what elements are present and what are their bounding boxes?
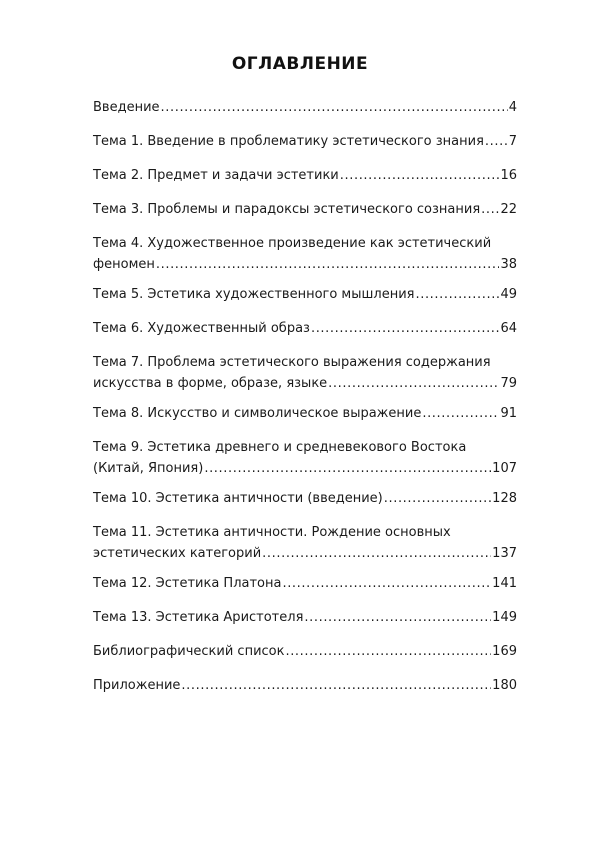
toc-entry[interactable] [93,675,517,696]
toc-page-number: 128 [492,491,517,506]
dot-leader [328,373,499,394]
toc-page-number: 91 [500,406,517,421]
toc-entry-leader-row [93,318,517,339]
toc-entry-title-line: Библиографический список [93,644,285,659]
toc-page-number: 49 [500,287,517,302]
toc-entry[interactable] [93,165,517,186]
toc-entry-title-line: Тема 8. Искусство и символическое выражение [93,406,422,421]
dot-leader [415,284,499,305]
toc-entry-leader-row [93,573,517,594]
dot-leader [204,458,491,479]
toc-entry-title-line: Тема 2. Предмет и задачи эстетики [93,168,339,183]
dot-leader [262,543,491,564]
toc-entry[interactable] [93,641,517,662]
toc-entry-title-line: Тема 5. Эстетика художественного мышления [93,287,415,302]
toc-entry-title-line: Приложение [93,678,181,693]
toc-entry[interactable] [93,97,517,118]
dot-leader [311,318,499,339]
dot-leader [422,403,499,424]
dot-leader [285,641,491,662]
toc-entry-leader-row [93,607,517,628]
toc-entry-leader-row [93,675,517,696]
toc-page-number: 141 [492,576,517,591]
toc-entry[interactable] [93,131,517,152]
toc-entry[interactable] [93,403,517,424]
toc-entry-leader-row [93,199,517,220]
toc-page-number: 64 [500,321,517,336]
toc-entry-title-line: Тема 3. Проблемы и парадоксы эстетического сознания [93,202,481,217]
toc-entry-title-line: Тема 1. Введение в проблематику эстетического знания [93,134,484,149]
toc-page-number: 137 [492,546,517,561]
toc-entry-title-line: Тема 10. Эстетика античности (введение) [93,491,383,506]
toc-entry-title-line: Тема 7. Проблема эстетического выражения содержания [93,355,491,370]
toc-entry-title-line: эстетических категорий [93,546,262,561]
toc-entry-title-line: искусства в форме, образе, языке [93,376,328,391]
toc-page-number: 16 [500,168,517,183]
toc-entry-title-line: Тема 4. Художественное произведение как эстетический [93,236,492,251]
toc-entry-title-line: феномен [93,257,155,272]
toc-entry[interactable] [93,573,517,594]
toc-entry[interactable] [93,284,517,305]
toc-entry-leader-row [93,97,517,118]
toc-entry[interactable] [93,233,517,275]
dot-leader [181,675,491,696]
toc-entry-title-line: (Китай, Япония) [93,461,204,476]
dot-leader [161,97,508,118]
dot-leader [481,199,499,220]
toc-entry[interactable] [93,522,517,564]
toc-entry[interactable] [93,607,517,628]
toc-entry[interactable] [93,488,517,509]
dot-leader [304,607,491,628]
toc-entry-leader-row [93,284,517,305]
dot-leader [156,254,500,275]
toc-page-number: 4 [508,100,517,115]
toc-entry-title-line: Тема 12. Эстетика Платона [93,576,282,591]
dot-leader [384,488,491,509]
toc-page-number: 180 [492,678,517,693]
toc-entry-title-line: Тема 13. Эстетика Аристотеля [93,610,304,625]
toc-entry-leader-row [93,165,517,186]
toc-page-number: 149 [492,610,517,625]
toc-entry-leader-row [93,403,517,424]
toc-entry-leader-row [93,543,517,564]
toc-entry[interactable] [93,437,517,479]
toc-page-number: 22 [500,202,517,217]
dot-leader [340,165,500,186]
toc-entry-title-line: Тема 11. Эстетика античности. Рождение основных [93,525,451,540]
toc-entry-leader-row [93,458,517,479]
toc-entry[interactable] [93,318,517,339]
toc-entry[interactable] [93,199,517,220]
toc-page-number: 79 [500,376,517,391]
toc-entry-title-line: Тема 6. Художественный образ [93,321,310,336]
toc-page-number: 107 [492,461,517,476]
toc-page-number: 7 [508,134,517,149]
toc-entry[interactable] [93,352,517,394]
toc-entry-title-line: Тема 9. Эстетика древнего и средневекового Востока [93,440,467,455]
toc-page-number: 169 [492,644,517,659]
toc-entry-leader-row [93,131,517,152]
toc-entry-title-line: Введение [93,100,160,115]
toc-entry-leader-row [93,641,517,662]
page-title: ОГЛАВЛЕНИЕ [231,54,369,74]
toc-entry-leader-row [93,488,517,509]
dot-leader [485,131,508,152]
toc-entry-leader-row [93,373,517,394]
dot-leader [282,573,491,594]
toc-page-number: 38 [500,257,517,272]
toc-entry-leader-row [93,254,517,275]
